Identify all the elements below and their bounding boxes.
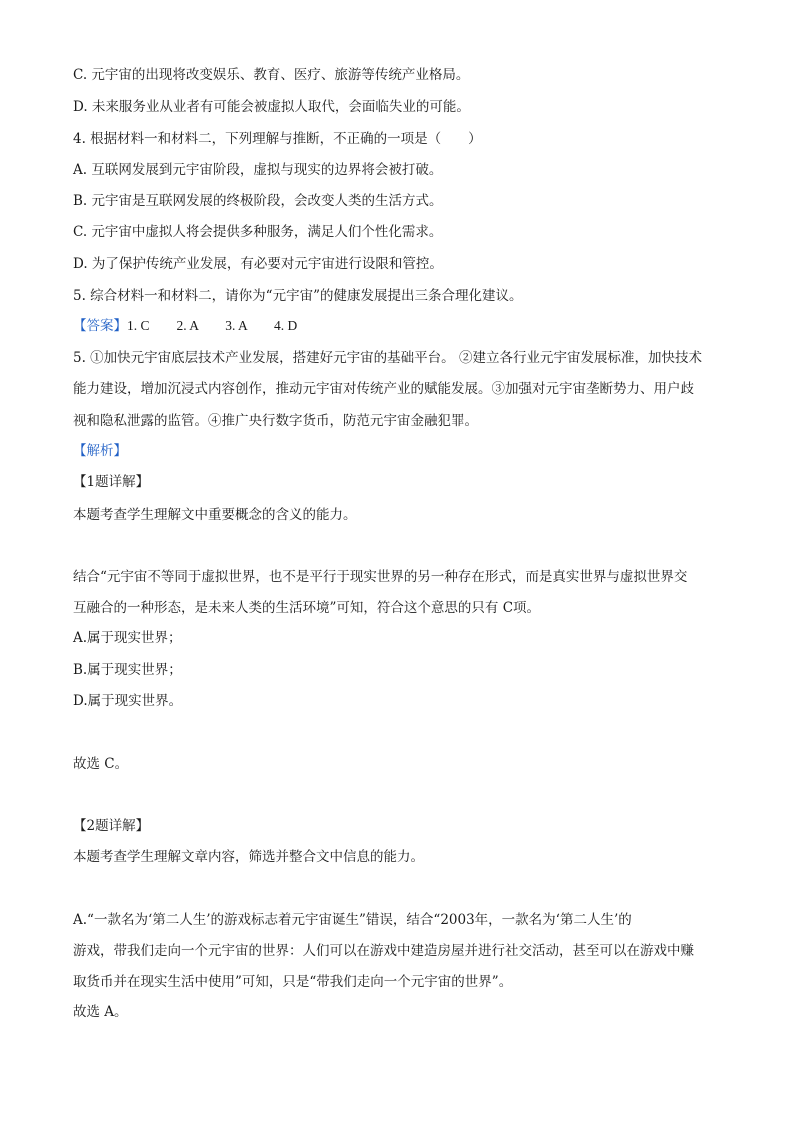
answer-values: 1. C 2. A 3. A 4. D (127, 318, 298, 333)
q1-option-a: A.属于现实世界； (73, 630, 182, 646)
q1-body-1: 结合“元宇宙不等同于虚拟世界，也不是平行于现实世界的另一种存在形式，而是真实世界与虚拟世界交 (73, 569, 688, 585)
answer-line (73, 316, 297, 336)
q1-title: 【1题详解】 (73, 474, 150, 490)
q1-option-b: B.属于现实世界； (73, 662, 182, 678)
option-c-q4: C. 元宇宙中虚拟人将会提供多种服务，满足人们个性化需求。 (73, 224, 443, 240)
option-a-q4: A. 互联网发展到元宇宙阶段，虚拟与现实的边界将会被打破。 (73, 162, 443, 178)
q2-body-1: A.“一款名为‘第二人生’的游戏标志着元宇宙诞生”错误，结合“2003年，一款名为‘第二人生’的 (73, 912, 632, 928)
q2-conclusion: 故选 A。 (73, 1004, 128, 1020)
q1-body-2: 互融合的一种形态，是未来人类的生活环境”可知，符合这个意思的只有 C项。 (73, 600, 541, 616)
answer5-line-1: 5. ①加快元宇宙底层技术产业发展，搭建好元宇宙的基础平台。 ②建立各行业元宇宙发展标准，加快技术 (73, 350, 702, 366)
answer5-line-2: 能力建设，增加沉浸式内容创作，推动元宇宙对传统产业的赋能发展。③加强对元宇宙垄断势力、用户歧 (73, 381, 694, 397)
option-c-q3: C. 元宇宙的出现将改变娱乐、教育、医疗、旅游等传统产业格局。 (73, 67, 470, 83)
q1-conclusion: 故选 C。 (73, 756, 129, 772)
q2-intro: 本题考查学生理解文章内容，筛选并整合文中信息的能力。 (73, 849, 424, 865)
q2-body-3: 取货币并在现实生活中使用”可知，只是“带我们走向一个元宇宙的世界”。 (73, 974, 513, 990)
q1-intro: 本题考查学生理解文中重要概念的含义的能力。 (73, 507, 357, 523)
analysis-label: 【解析】 (73, 443, 127, 459)
question-5: 5. 综合材料一和材料二，请你为“元宇宙”的健康发展提出三条合理化建议。 (73, 288, 523, 304)
q2-body-2: 游戏，带我们走向一个元宇宙的世界：人们可以在游戏中建造房屋并进行社交活动，甚至可以在游戏中赚 (73, 943, 694, 959)
q2-title: 【2题详解】 (73, 818, 150, 834)
option-d-q4: D. 为了保护传统产业发展，有必要对元宇宙进行设限和管控。 (73, 256, 443, 272)
answer-label: 【答案】 (73, 318, 127, 334)
question-4: 4. 根据材料一和材料二，下列理解与推断，不正确的一项是（ ） (73, 131, 482, 147)
answer5-line-3: 视和隐私泄露的监管。④推广央行数字货币，防范元宇宙金融犯罪。 (73, 413, 478, 429)
q1-option-d: D.属于现实世界。 (73, 693, 183, 709)
option-d-q3: D. 未来服务业从业者有可能会被虚拟人取代，会面临失业的可能。 (73, 99, 470, 115)
option-b-q4: B. 元宇宙是互联网发展的终极阶段，会改变人类的生活方式。 (73, 193, 443, 209)
